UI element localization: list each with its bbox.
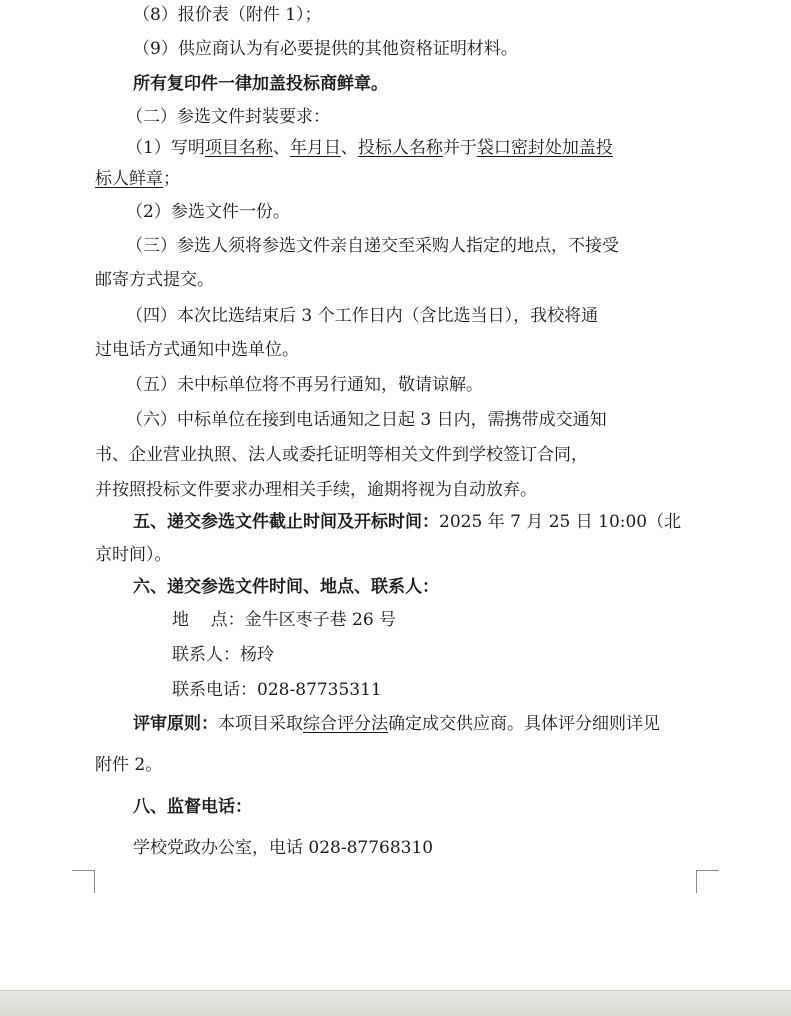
text-run: （1）写明: [126, 138, 205, 158]
section-6-line-1: （六）中标单位在接到电话通知之日起 3 日内，需携带成交通知: [126, 410, 607, 430]
contact-section-title: 六、递交参选文件时间、地点、联系人：: [133, 577, 439, 597]
underlined-project-name: 项目名称: [204, 138, 273, 158]
underlined-seal-note: 袋口密封处加盖投: [476, 138, 613, 158]
text-run: 确定成交供应商。具体评分细则详见: [388, 714, 660, 734]
deadline-line-1: [133, 511, 681, 533]
text-run: 本项目采取: [218, 714, 303, 734]
text-run: 并于: [442, 138, 477, 158]
text-run: ；: [163, 169, 180, 189]
section-4-line-1: （四）本次比选结束后 3 个工作日内（含比选当日），我校将通: [126, 306, 599, 326]
page-margin-corner-right: [696, 870, 719, 893]
packing-requirement-1: [126, 137, 613, 159]
text-run: 、: [272, 138, 290, 158]
item-9: （9）供应商认为有必要提供的其他资格证明材料。: [133, 39, 518, 59]
contact-person: 联系人：杨玲: [172, 645, 274, 665]
section-6-line-2: 书、企业营业执照、法人或委托证明等相关文件到学校签订合同，: [95, 445, 588, 465]
section-3-line-1: （三）参选人须将参选文件亲自递交至采购人指定的地点，不接受: [126, 236, 619, 256]
contact-address: 地 点：金牛区枣子巷 26 号: [172, 610, 397, 630]
review-principle-line-1: [133, 713, 660, 735]
status-bar: [0, 990, 791, 1016]
supervision-text: 学校党政办公室，电话 028-87768310: [133, 838, 434, 858]
contact-phone: 联系电话：028-87735311: [172, 680, 382, 700]
text-run: 、: [340, 138, 358, 158]
underlined-scoring-method: 综合评分法: [303, 714, 388, 734]
page-margin-corner-left: [72, 870, 95, 893]
section-6-line-3: 并按照投标文件要求办理相关手续，逾期将视为自动放弃。: [95, 480, 537, 500]
packing-requirement-2: （2）参选文件一份。: [126, 202, 290, 222]
section-2-title: （二）参选文件封装要求：: [126, 107, 330, 127]
stamp-note: 所有复印件一律加盖投标商鲜章。: [133, 74, 388, 94]
underlined-date: 年月日: [289, 138, 341, 158]
underlined-bidder-name: 投标人名称: [357, 138, 443, 158]
review-principle-line-2: 附件 2。: [95, 755, 163, 775]
review-label: 评审原则：: [133, 714, 218, 734]
deadline-label: 五、递交参选文件截止时间及开标时间：: [133, 512, 439, 532]
section-4-line-2: 过电话方式通知中选单位。: [95, 340, 299, 360]
section-3-line-2: 邮寄方式提交。: [95, 270, 214, 290]
underlined-seal-note-cont: 标人鲜章: [95, 169, 163, 189]
deadline-line-2: 京时间）。: [95, 545, 172, 565]
supervision-title: 八、监督电话：: [133, 797, 252, 817]
deadline-value: 2025 年 7 月 25 日 10:00（北: [439, 512, 682, 532]
section-5: （五）未中标单位将不再另行通知，敬请谅解。: [126, 375, 483, 395]
item-8: （8）报价表（附件 1）；: [133, 5, 322, 25]
packing-requirement-1-cont: [95, 168, 180, 190]
